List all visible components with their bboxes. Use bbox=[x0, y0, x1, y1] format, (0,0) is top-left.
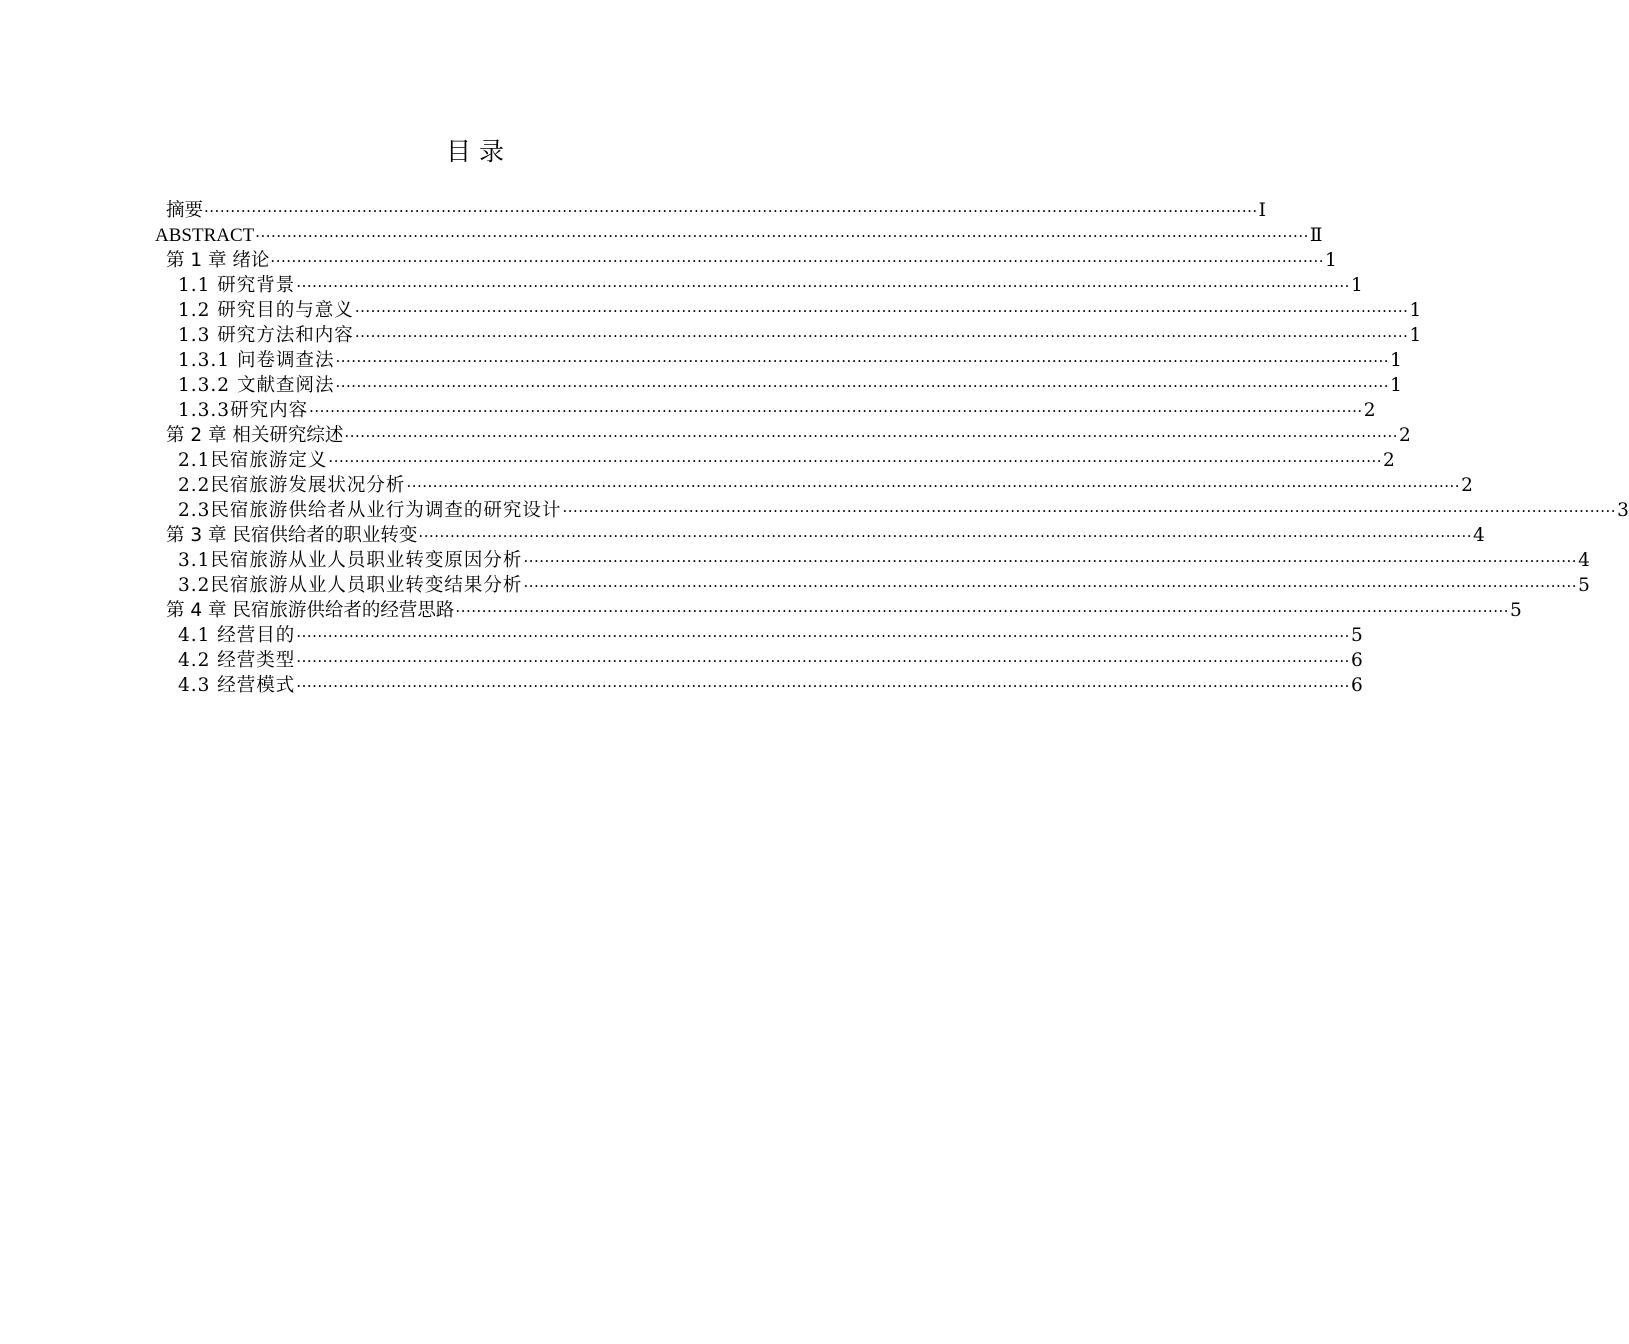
toc-leader-dots: ········································································································································································································ bbox=[204, 202, 1258, 220]
toc-entry-page: 5 bbox=[1578, 575, 1590, 596]
toc-leader-dots: ········································································································································································································ bbox=[335, 352, 1390, 370]
toc-leader-dots: ········································································································································································································ bbox=[354, 302, 1409, 320]
toc-entry-page: 1 bbox=[1325, 250, 1337, 271]
toc-leader-dots: ········································································································································································································ bbox=[406, 477, 1461, 495]
toc-entry-label: 4.3 经营模式 bbox=[178, 675, 296, 696]
toc-entry[interactable] bbox=[166, 248, 1337, 273]
toc-entry-label: 1.3.1 问卷调查法 bbox=[178, 350, 335, 371]
toc-entry[interactable] bbox=[178, 573, 1590, 598]
toc-entry-page: 1 bbox=[1409, 325, 1422, 346]
toc-entry-label: 4.1 经营目的 bbox=[178, 625, 296, 646]
toc-entry-page: 4 bbox=[1473, 525, 1485, 546]
toc-entry[interactable] bbox=[166, 598, 1522, 623]
toc-entry[interactable] bbox=[178, 398, 1376, 423]
toc-entry-label: 1.3 研究方法和内容 bbox=[178, 325, 354, 346]
toc-leader-dots: ········································································································································································································ bbox=[523, 577, 1578, 595]
toc-entry[interactable] bbox=[178, 298, 1422, 323]
toc-leader-dots: ········································································································································································································ bbox=[309, 402, 1363, 420]
toc-entry-page: 1 bbox=[1390, 375, 1402, 396]
toc-entry-label: 2.2民宿旅游发展状况分析 bbox=[178, 475, 406, 496]
toc-leader-dots: ········································································································································································································ bbox=[255, 227, 1309, 245]
toc-entry[interactable] bbox=[178, 648, 1363, 673]
toc-entry-page: 6 bbox=[1350, 675, 1363, 696]
toc-leader-dots: ········································································································································································································ bbox=[562, 502, 1617, 520]
toc-entry-label: 1.3.2 文献查阅法 bbox=[178, 375, 335, 396]
toc-entry-page: 2 bbox=[1363, 400, 1376, 421]
toc-entry-page: 2 bbox=[1383, 450, 1395, 471]
toc-entry-page: 5 bbox=[1350, 625, 1363, 646]
toc-entry-label: 3.1民宿旅游从业人员职业转变原因分析 bbox=[178, 550, 523, 571]
toc-entry-label: 第 3 章 民宿供给者的职业转变 bbox=[166, 525, 418, 546]
toc-entry-page: 5 bbox=[1510, 600, 1522, 621]
toc-entry-label: ABSTRACT bbox=[155, 225, 255, 246]
toc-entry[interactable] bbox=[178, 623, 1363, 648]
toc-entry-label: 第 1 章 绪论 bbox=[166, 250, 270, 271]
toc-entry[interactable] bbox=[178, 548, 1590, 573]
toc-entry[interactable] bbox=[178, 473, 1473, 498]
toc-entry-page: Ⅰ bbox=[1258, 200, 1266, 221]
toc-entry-label: 3.2民宿旅游从业人员职业转变结果分析 bbox=[178, 575, 523, 596]
toc-entry[interactable] bbox=[178, 498, 1629, 523]
toc-entry[interactable] bbox=[178, 323, 1422, 348]
toc-leader-dots: ········································································································································································································ bbox=[523, 552, 1578, 570]
toc-entry-label: 2.3民宿旅游供给者从业行为调查的研究设计 bbox=[178, 500, 562, 521]
toc-entry-page: 1 bbox=[1350, 275, 1363, 296]
toc-entry-label: 1.3.3研究内容 bbox=[178, 400, 309, 421]
toc-leader-dots: ········································································································································································································ bbox=[455, 602, 1510, 620]
toc-leader-dots: ········································································································································································································ bbox=[296, 652, 1350, 670]
toc-entry-page: 2 bbox=[1399, 425, 1411, 446]
toc-leader-dots: ········································································································································································································ bbox=[354, 327, 1409, 345]
toc-leader-dots: ········································································································································································································ bbox=[418, 527, 1473, 545]
toc-title: 目 录 bbox=[446, 137, 504, 166]
toc-entry-label: 1.1 研究背景 bbox=[178, 275, 296, 296]
toc-entry-page: 6 bbox=[1350, 650, 1363, 671]
toc-entry[interactable] bbox=[166, 523, 1485, 548]
toc-entry-label: 第 2 章 相关研究综述 bbox=[166, 425, 344, 446]
toc-entry-label: 摘要 bbox=[166, 200, 204, 221]
toc-entry[interactable] bbox=[155, 223, 1323, 248]
toc-entry-label: 4.2 经营类型 bbox=[178, 650, 296, 671]
toc-entry[interactable] bbox=[178, 448, 1395, 473]
toc-leader-dots: ········································································································································································································ bbox=[335, 377, 1390, 395]
toc-entry[interactable] bbox=[166, 423, 1411, 448]
toc-entry-page: 4 bbox=[1578, 550, 1590, 571]
toc-entry[interactable] bbox=[166, 198, 1266, 223]
toc-entry[interactable] bbox=[178, 348, 1402, 373]
toc-entry-page: 1 bbox=[1390, 350, 1402, 371]
toc-entry-label: 第 4 章 民宿旅游供给者的经营思路 bbox=[166, 600, 455, 621]
toc-entry-page: Ⅱ bbox=[1309, 225, 1323, 246]
toc-entry[interactable] bbox=[178, 273, 1363, 298]
toc-entry-page: 1 bbox=[1409, 300, 1422, 321]
toc-entry-label: 2.1民宿旅游定义 bbox=[178, 450, 328, 471]
toc-entry-page: 3 bbox=[1617, 500, 1629, 521]
toc-leader-dots: ········································································································································································································ bbox=[296, 627, 1350, 645]
toc-leader-dots: ········································································································································································································ bbox=[328, 452, 1383, 470]
toc-leader-dots: ········································································································································································································ bbox=[296, 277, 1350, 295]
toc-leader-dots: ········································································································································································································ bbox=[344, 427, 1399, 445]
toc-entry-page: 2 bbox=[1461, 475, 1473, 496]
toc-leader-dots: ········································································································································································································ bbox=[296, 677, 1350, 695]
toc-entry[interactable] bbox=[178, 373, 1402, 398]
toc-entry[interactable] bbox=[178, 673, 1363, 698]
toc-leader-dots: ········································································································································································································ bbox=[270, 252, 1325, 270]
toc-entry-label: 1.2 研究目的与意义 bbox=[178, 300, 354, 321]
